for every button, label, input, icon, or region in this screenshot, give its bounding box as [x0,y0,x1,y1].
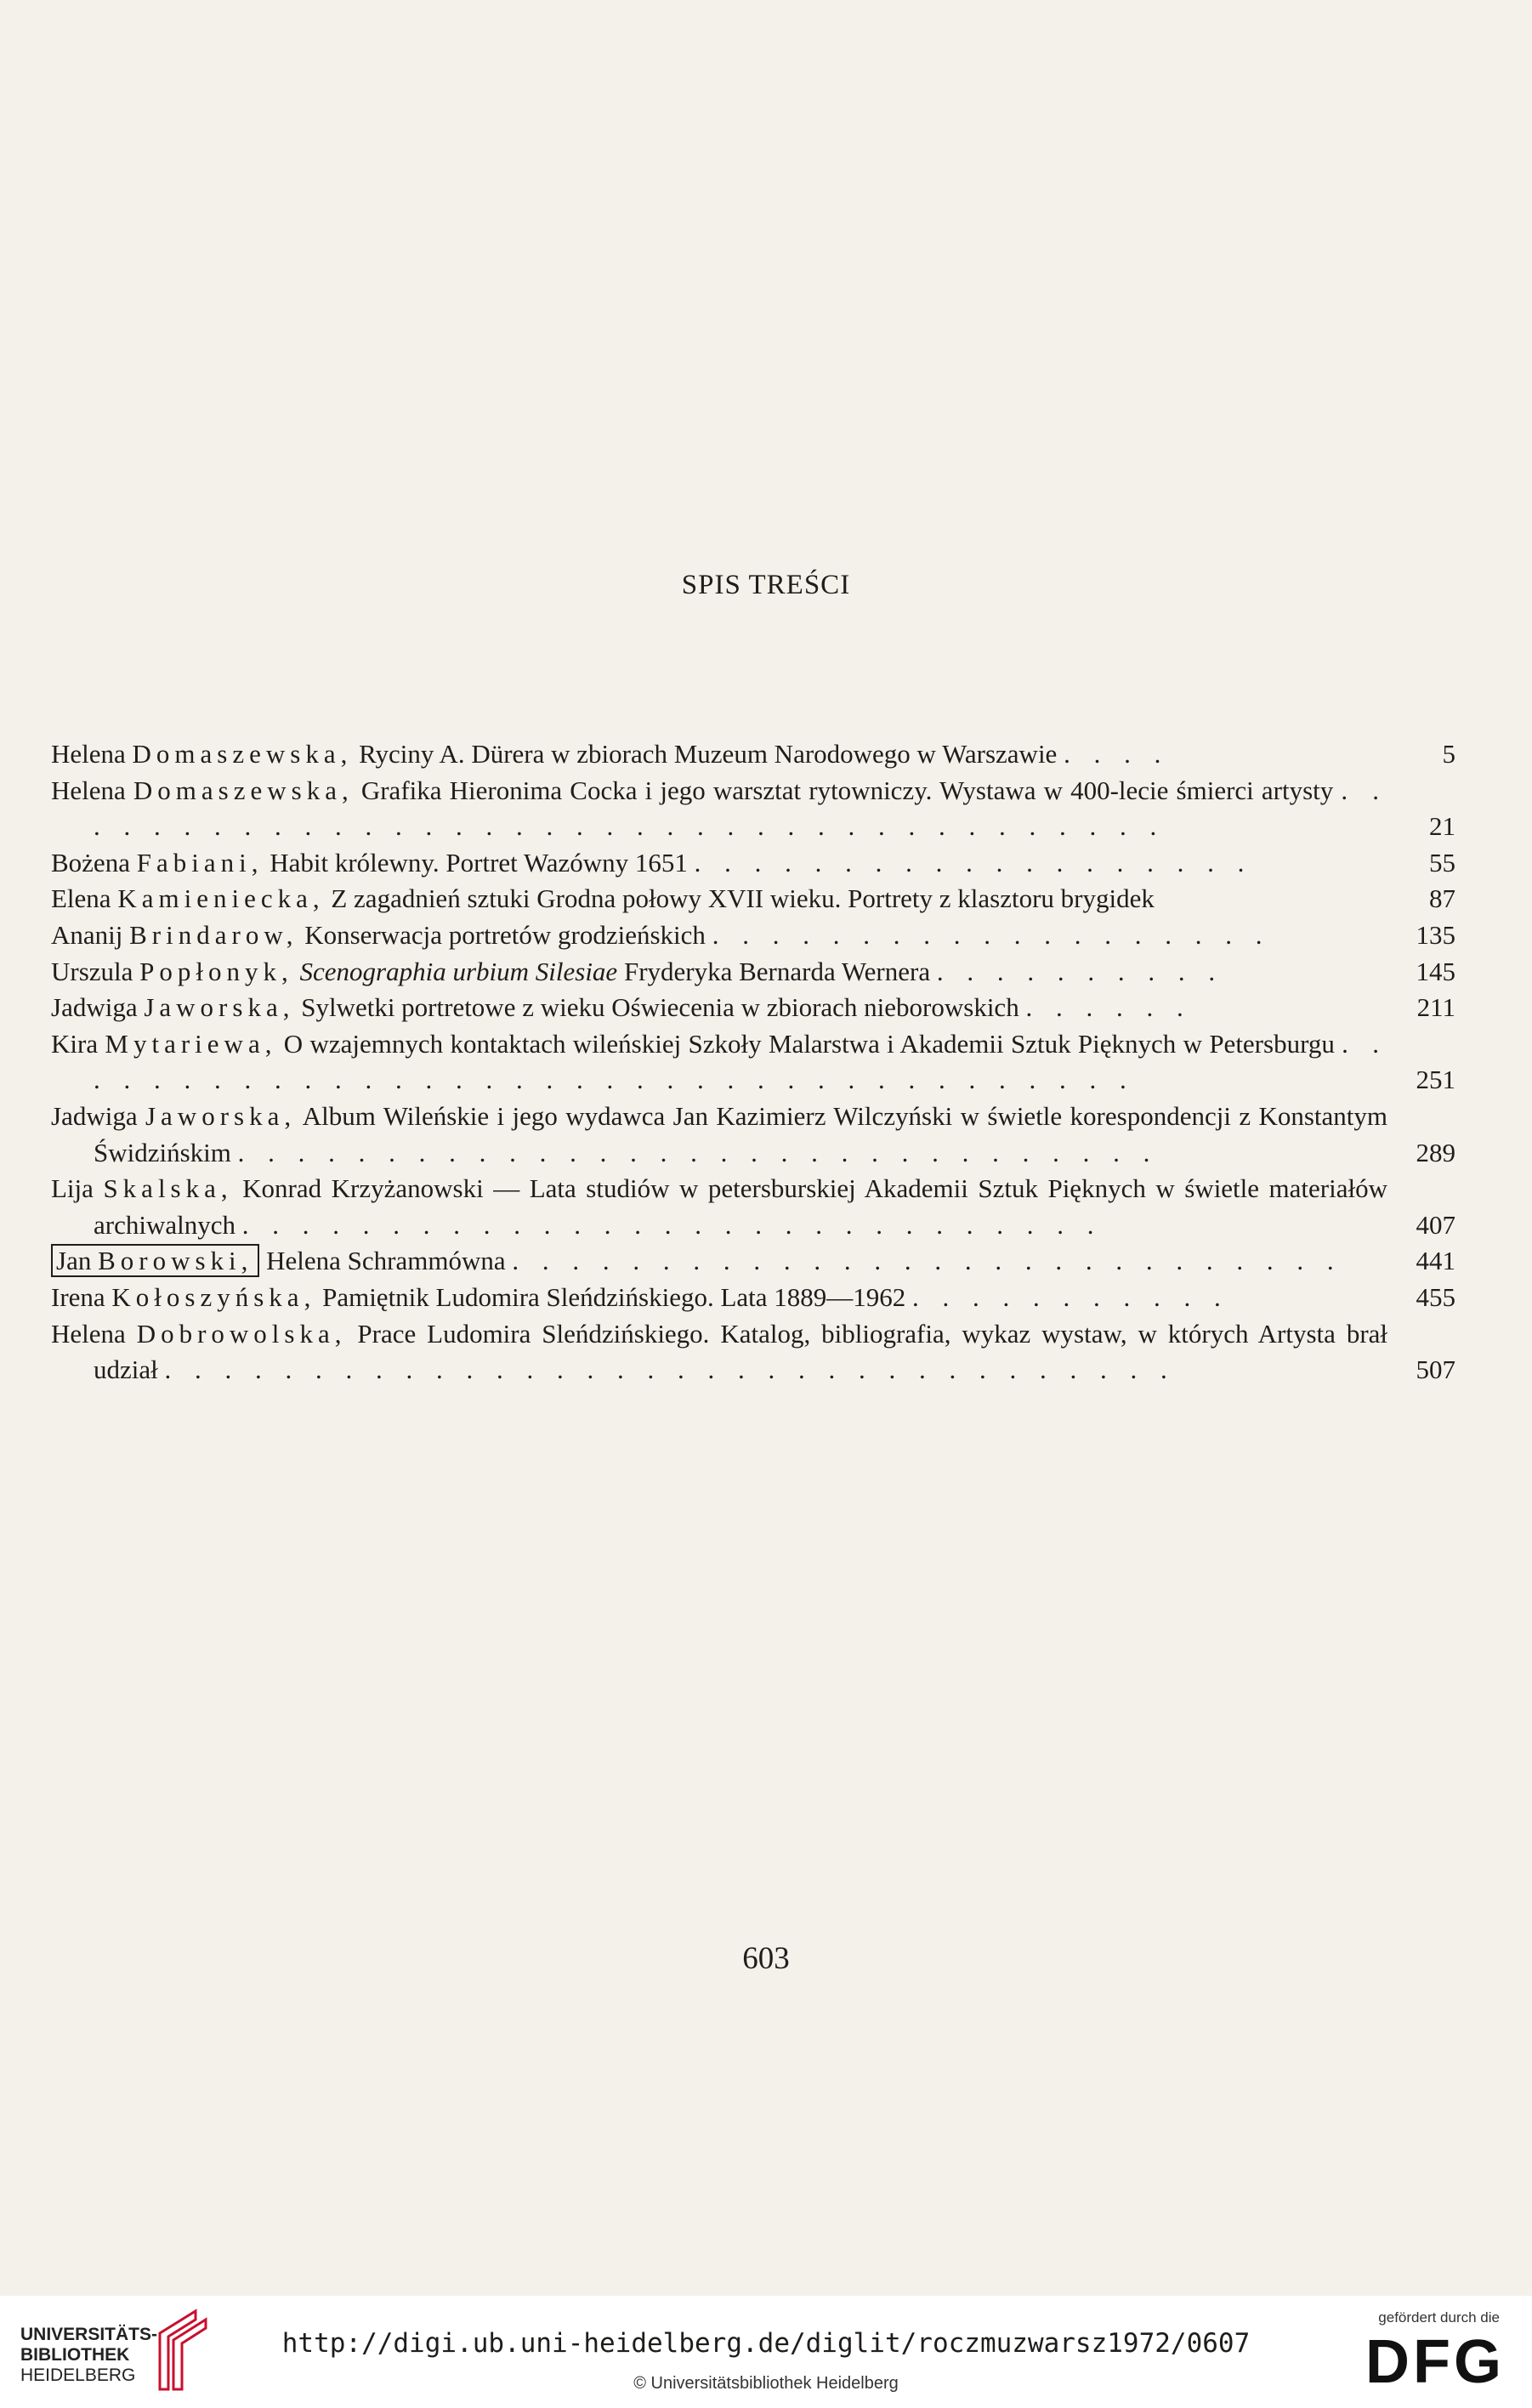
toc-author [51,957,293,986]
dfg-tagline: gefördert durch die [1378,2309,1500,2326]
source-url-link[interactable]: http://digi.ub.uni-heidelberg.de/diglit/roczmuzwarsz1972/0607 [281,2328,1251,2359]
toc-dot-leader: . . . . . . . . . . . [912,1281,1229,1312]
toc-author [51,1282,315,1312]
toc-page-number: 441 [1416,1246,1455,1276]
toc-title: Grafika Hieronima Cocka i jego warsztat rytowniczy. Wystawa w 400-lecie śmierci artysty [360,775,1334,805]
toc-entry [51,1026,1455,1099]
toc-dot-leader: . . . . . . [1025,992,1192,1023]
toc-title: Konserwacja portretów grodzieńskich [304,919,706,950]
toc-author-surname: Popłonyk, [139,956,293,986]
toc-author-surname: Jaworska, [144,992,295,1023]
logo-line-2: BIBLIOTHEK [20,2345,130,2365]
toc-author [51,1244,259,1277]
toc-entry-text [51,881,1387,917]
toc-entry [51,1243,1455,1280]
toc-entry [51,1099,1455,1171]
toc-title: Sylwetki portretowe z wieku Oświecenia w zbiorach nieborowskich [301,992,1019,1023]
toc-dot-leader: . . . . . . . . . . . . . . . . . . . . . . . . . . . . . . . [237,1137,1159,1167]
toc-entry-text [51,1171,1387,1243]
toc-entry-text [51,990,1387,1026]
toc-entry [51,1280,1455,1316]
toc-title: Z zagadnień sztuki Grodna połowy XVII wieku. Portrety z klasztoru brygidek [331,883,1155,914]
toc-author-given-name: Urszula [51,956,133,986]
toc-title: Konrad Krzyżanowski — Lata studiów w petersburskiej Akademii Sztuk Pięknych w świetle materiałów archiwalnych [94,1173,1387,1240]
toc-author-given-name: Jan [56,1246,92,1276]
toc-author [51,1029,276,1059]
toc-author-surname: Skalska, [103,1173,233,1204]
toc-entry-text [51,1280,1387,1316]
toc-entry-text [51,1243,1387,1280]
toc-entry [51,917,1455,954]
toc-entry [51,954,1455,991]
toc-author-given-name: Helena [51,775,126,805]
toc-dot-leader: . . . . . . . . . . . . . . . . . . . [712,919,1271,950]
toc-entry-text [51,736,1387,773]
toc-author-given-name: Helena [51,739,126,769]
toc-author-given-name: Jadwiga [51,992,138,1023]
toc-page-number: 87 [1429,883,1455,914]
toc-author [51,1173,233,1203]
toc-page-number: 455 [1416,1281,1455,1312]
toc-author-given-name: Elena [51,883,111,914]
toc-title-italic: Scenographia urbium Silesiae [299,956,618,986]
toc-page-number: 135 [1416,919,1455,950]
toc-entry-text [51,1026,1387,1099]
toc-author-given-name: Helena [51,1318,126,1349]
toc-title: Helena Schrammówna [266,1246,506,1276]
toc-title: O wzajemnych kontaktach wileńskiej Szkoły Malarstwa i Akademii Sztuk Pięknych w Petersburgu [283,1028,1335,1059]
logo-line-1: UNIVERSITÄTS- [20,2325,158,2344]
toc-author [51,1319,346,1349]
toc-author-surname: Jaworska, [145,1100,297,1131]
toc-author [51,883,325,913]
dfg-logo-icon: DFG [1365,2328,1505,2396]
toc-author-surname: Domaszewska, [132,739,353,769]
toc-author-surname: Mytariewa, [105,1028,277,1059]
toc-author-given-name: Kira [51,1028,99,1059]
copyright-notice: © Universitätsbibliothek Heidelberg [633,2374,899,2393]
toc-page-number: 251 [1416,1065,1455,1095]
toc-dot-leader: . . . . . . . . . . . . . . . . . . . . . . . . . . . . . [241,1209,1103,1240]
toc-entry [51,773,1455,845]
toc-author-surname: Kołoszyńska, [111,1281,316,1312]
toc-author-surname: Kamieniecka, [117,883,325,914]
toc-dot-leader: . . . . . . . . . . [936,956,1224,986]
toc-page-number: 21 [1429,811,1455,842]
toc-dot-leader: . . . . . . . . . . . . . . . . . . . . . . . . . . . . . . . . . . . . . . [94,775,1388,842]
toc-author-surname: Domaszewska, [133,775,354,805]
toc-author-given-name: Jadwiga [51,1100,138,1131]
toc-page-number: 145 [1416,956,1455,986]
toc-entry-text [51,1099,1387,1171]
toc-entry-text [51,917,1387,954]
toc-page-number: 507 [1416,1354,1455,1385]
toc-title: Pamiętnik Ludomira Sleńdzińskiego. Lata 1889—1962 [322,1281,906,1312]
toc-author-surname: Dobrowolska, [136,1318,347,1349]
toc-entry [51,736,1455,773]
toc-author-surname: Fabiani, [136,847,264,877]
toc-page-number: 407 [1416,1209,1455,1240]
toc-entry-text [51,845,1387,882]
toc-entry-text [51,954,1387,991]
toc-author-given-name: Bożena [51,847,130,877]
toc-entry [51,881,1455,917]
toc-author [51,739,352,769]
toc-page-number: 55 [1429,847,1455,877]
page-title: SPIS TREŚCI [681,570,851,600]
toc-title: Fryderyka Bernarda Wernera [623,956,931,986]
page-number: 603 [742,1941,790,1976]
toc-title: Ryciny A. Dürera w zbiorach Muzeum Narodowego w Warszawie [359,739,1058,769]
toc-author [51,848,263,877]
toc-entry [51,1316,1455,1389]
toc-page-number: 211 [1416,992,1455,1023]
logo-line-3: HEIDELBERG [20,2365,136,2385]
toc-author-surname: Borowski, [98,1246,253,1276]
toc-author-given-name: Irena [51,1281,105,1312]
toc-title: Album Wileńskie i jego wydawca Jan Kazimierz Wilczyński w świetle korespondencji z Konstantym Świdzińskim [94,1100,1388,1167]
toc-author [51,1101,296,1131]
toc-entry-text [51,1316,1387,1389]
toc-dot-leader: . . . . . . . . . . . . . . . . . . . [694,847,1253,877]
toc-page-number: 5 [1442,739,1455,769]
toc-dot-leader: . . . . . . . . . . . . . . . . . . . . . . . . . . . . [512,1246,1342,1276]
table-of-contents [51,736,1455,1389]
toc-dot-leader: . . . . . . . . . . . . . . . . . . . . . . . . . . . . . . . . . . . . . [94,1028,1387,1095]
toc-dot-leader: . . . . . . . . . . . . . . . . . . . . . . . . . . . . . . . . . . [164,1354,1176,1385]
toc-author [51,775,354,805]
toc-title: Habit królewny. Portret Wazówny 1651 [270,847,688,877]
digitization-footer [0,2296,1532,2408]
toc-title: Prace Ludomira Sleńdzińskiego. Katalog, bibliografia, wykaz wystaw, w których Artysta brał udział [94,1318,1388,1385]
toc-author-surname: Brindarow, [129,919,298,950]
toc-author [51,920,298,950]
toc-entry [51,1171,1455,1243]
toc-entry [51,845,1455,882]
toc-author-given-name: Lija [51,1173,94,1204]
toc-entry-text [51,773,1387,845]
toc-page-number: 289 [1416,1137,1455,1167]
toc-entry [51,990,1455,1026]
toc-author [51,992,294,1022]
toc-author-given-name: Ananij [51,919,123,950]
toc-dot-leader: . . . . [1064,739,1170,769]
